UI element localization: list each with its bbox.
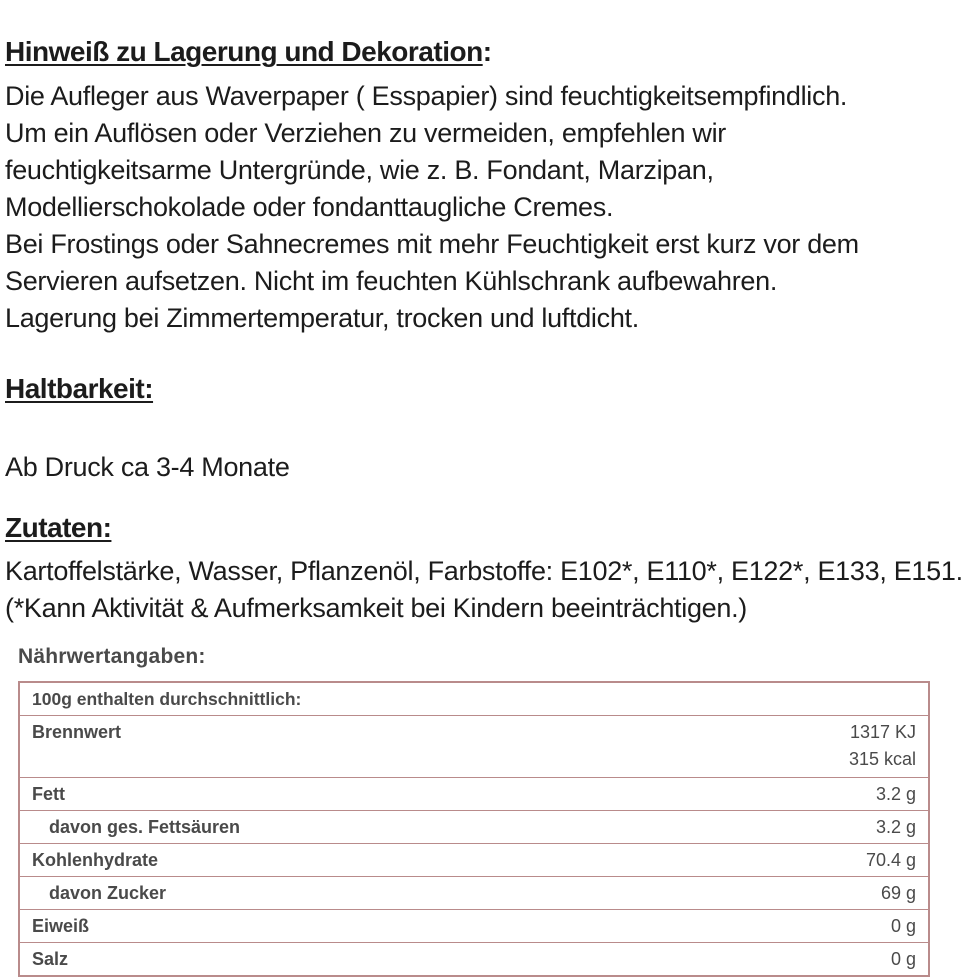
row-label: Fett (32, 784, 65, 804)
paragraph-line: feuchtigkeitsarme Untergründe, wie z. B. Fondant, Marzipan, (5, 155, 714, 185)
shelf-life-heading: Haltbarkeit: (5, 373, 154, 404)
storage-heading-text: Hinweiß zu Lagerung und Dekoration (5, 36, 483, 67)
row-value-stack (849, 721, 916, 772)
storage-heading (5, 36, 965, 68)
nutrition-title: Nährwertangaben: (18, 645, 206, 668)
nutrition-table-header-row (20, 683, 928, 715)
paragraph-line: Die Aufleger aus Waverpaper ( Esspapier) sind feuchtigkeitsempfindlich. (5, 81, 848, 111)
table-header-label: 100g enthalten durchschnittlich: (32, 689, 302, 709)
ingredients-line: Kartoffelstärke, Wasser, Pflanzenöl, Farbstoffe: E102*, E110*, E122*, E133, E151. (5, 556, 963, 586)
row-value: 0 g (890, 916, 916, 936)
paragraph-line: Lagerung bei Zimmertemperatur, trocken und luftdicht. (5, 303, 639, 333)
ingredients-line: (*Kann Aktivität & Aufmerksamkeit bei Kindern beeinträchtigen.) (5, 593, 747, 623)
ingredients-paragraph (5, 553, 965, 627)
storage-heading-colon: : (482, 36, 492, 67)
ingredients-heading: Zutaten: (5, 512, 112, 543)
row-value: 0 g (890, 949, 916, 969)
table-row-eiweiss (20, 909, 928, 942)
paragraph-line: Bei Frostings oder Sahnecremes mit mehr Feuchtigkeit erst kurz vor dem (5, 229, 859, 259)
row-label: davon Zucker (49, 883, 167, 903)
paragraph-line: Servieren aufsetzen. Nicht im feuchten Kühlschrank aufbewahren. (5, 266, 778, 296)
row-label: davon ges. Fettsäuren (49, 817, 241, 837)
row-value-kj: 1317 KJ (849, 722, 916, 742)
row-value: 3.2 g (875, 817, 916, 837)
paragraph-line: Um ein Auflösen oder Verziehen zu vermeiden, empfehlen wir (5, 118, 727, 148)
row-value: 3.2 g (875, 784, 916, 804)
row-label: Kohlenhydrate (32, 850, 159, 870)
shelf-life-text: Ab Druck ca 3-4 Monate (5, 452, 290, 482)
table-row-brennwert (20, 715, 928, 777)
row-label: Brennwert (32, 722, 122, 742)
row-value: 69 g (880, 883, 916, 903)
table-row-kohlenhydrate (20, 843, 928, 876)
table-row-fettsaeuren (20, 810, 928, 843)
table-row-fett (20, 777, 928, 810)
row-value: 70.4 g (865, 850, 916, 870)
row-label: Salz (32, 949, 69, 969)
paragraph-line: Modellierschokolade oder fondanttaugliche Cremes. (5, 192, 614, 222)
nutrition-table (18, 681, 930, 977)
table-row-salz (20, 942, 928, 975)
storage-paragraph (5, 78, 965, 337)
row-value-kcal: 315 kcal (848, 749, 916, 769)
row-label: Eiweiß (32, 916, 90, 936)
table-row-zucker (20, 876, 928, 909)
